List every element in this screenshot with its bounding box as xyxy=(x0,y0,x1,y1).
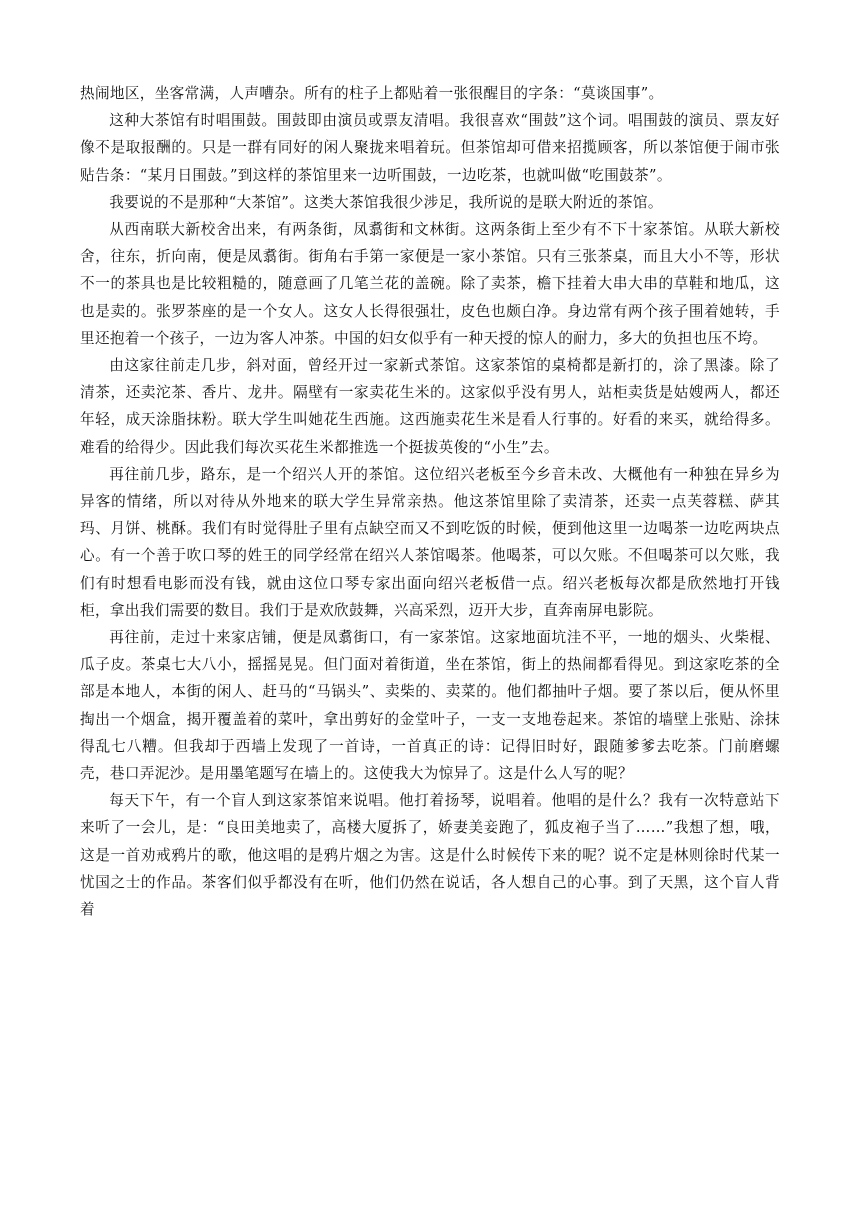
paragraph-7: 再往前，走过十来家店铺，便是凤翥街口，有一家茶馆。这家地面坑洼不平，一地的烟头、火柴棍、瓜子皮。茶桌七大八小，摇摇晃晃。但门面对着街道，坐在茶馆，街上的热闹都看得见。到这家吃茶的全部是本地人，本街的闲人、赶马的“马锅头”、卖柴的、卖菜的。他们都抽叶子烟。要了茶以后，便从怀里掏出一个烟盒，揭开覆盖着的菜叶，拿出剪好的金堂叶子，一支一支地卷起来。茶馆的墙壁上张贴、涂抹得乱七八糟。但我却于西墙上发现了一首诗，一首真正的诗：记得旧时好，跟随爹爹去吃茶。门前磨螺壳，巷口弄泥沙。是用墨笔题写在墙上的。这使我大为惊异了。这是什么人写的呢？ xyxy=(80,629,780,783)
paragraph-8: 每天下午，有一个盲人到这家茶馆来说唱。他打着扬琴，说唱着。他唱的是什么？我有一次特意站下来听了一会儿，是：“良田美地卖了，高楼大厦拆了，娇妻美妾跑了，狐皮袍子当了……”我想了想，哦，这是一首劝戒鸦片的歌，他这唱的是鸦片烟之为害。这是什么时候传下来的呢？说不定是林则徐时代某一忧国之士的作品。茶客们似乎都没有在听，他们仍然在说话，各人想自己的心事。到了天黑，这个盲人背着 xyxy=(80,792,780,919)
paragraph-3: 我要说的不是那种“大茶馆”。这类大茶馆我很少涉足，我所说的是联大附近的茶馆。 xyxy=(109,193,663,211)
paragraph-5: 由这家往前走几步，斜对面，曾经开过一家新式茶馆。这家茶馆的桌椅都是新打的，涂了黑漆。除了清茶，还卖沱茶、香片、龙井。隔壁有一家卖花生米的。这家似乎没有男人，站柜卖货是姑嫂两人，都还年轻，成天涂脂抹粉。联大学生叫她花生西施。这西施卖花生米是看人行事的。好看的来买，就给得多。难看的给得少。因此我们每次买花生米都推选一个挺拔英俊的“小生”去。 xyxy=(80,357,780,456)
paragraph-6: 再往前几步，路东，是一个绍兴人开的茶馆。这位绍兴老板至今乡音未改、大概他有一种独在异乡为异客的情绪，所以对待从外地来的联大学生异常亲热。他这茶馆里除了卖清茶，还卖一点芙蓉糕、萨其玛、月饼、桃酥。我们有时觉得肚子里有点缺空而又不到吃饭的时候，便到他这里一边喝茶一边吃两块点心。有一个善于吹口琴的姓王的同学经常在绍兴人茶馆喝茶。他喝茶，可以欠账。不但喝茶可以欠账，我们有时想看电影而没有钱，就由这位口琴专家出面向绍兴老板借一点。绍兴老板每次都是欣然地打开钱柜，拿出我们需要的数目。我们于是欢欣鼓舞，兴高采烈，迈开大步，直奔南屏电影院。 xyxy=(80,465,780,619)
document-page xyxy=(80,80,780,923)
paragraph-1: 热闹地区，坐客常满，人声嘈杂。所有的柱子上都贴着一张很醒目的字条：“莫谈国事”。 xyxy=(80,85,664,102)
paragraph-2: 这种大茶馆有时唱围鼓。围鼓即由演员或票友清唱。我很喜欢“围鼓”这个词。唱围鼓的演员、票友好像不是取报酬的。只是一群有同好的闲人聚拢来唱着玩。但茶馆却可借来招揽顾客，所以茶馆便于闹市张贴告条：“某月日围鼓。”到这样的茶馆里来一边听围鼓，一边吃茶，也就叫做“吃围鼓茶”。 xyxy=(80,112,780,184)
paragraph-4: 从西南联大新校舍出来，有两条街，凤翥街和文林街。这两条街上至少有不下十家茶馆。从联大新校舍，往东，折向南，便是凤翥街。街角右手第一家便是一家小茶馆。只有三张茶桌，而且大小不等，形状不一的茶具也是比较粗糙的，随意画了几笔兰花的盖碗。除了卖茶，檐下挂着大串大串的草鞋和地瓜，这也是卖的。张罗茶座的是一个女人。这女人长得很强壮，皮色也颇白净。身边常有两个孩子围着她转，手里还抱着一个孩子，一边为客人冲茶。中国的妇女似乎有一种天授的惊人的耐力，多大的负担也压不垮。 xyxy=(80,221,780,347)
